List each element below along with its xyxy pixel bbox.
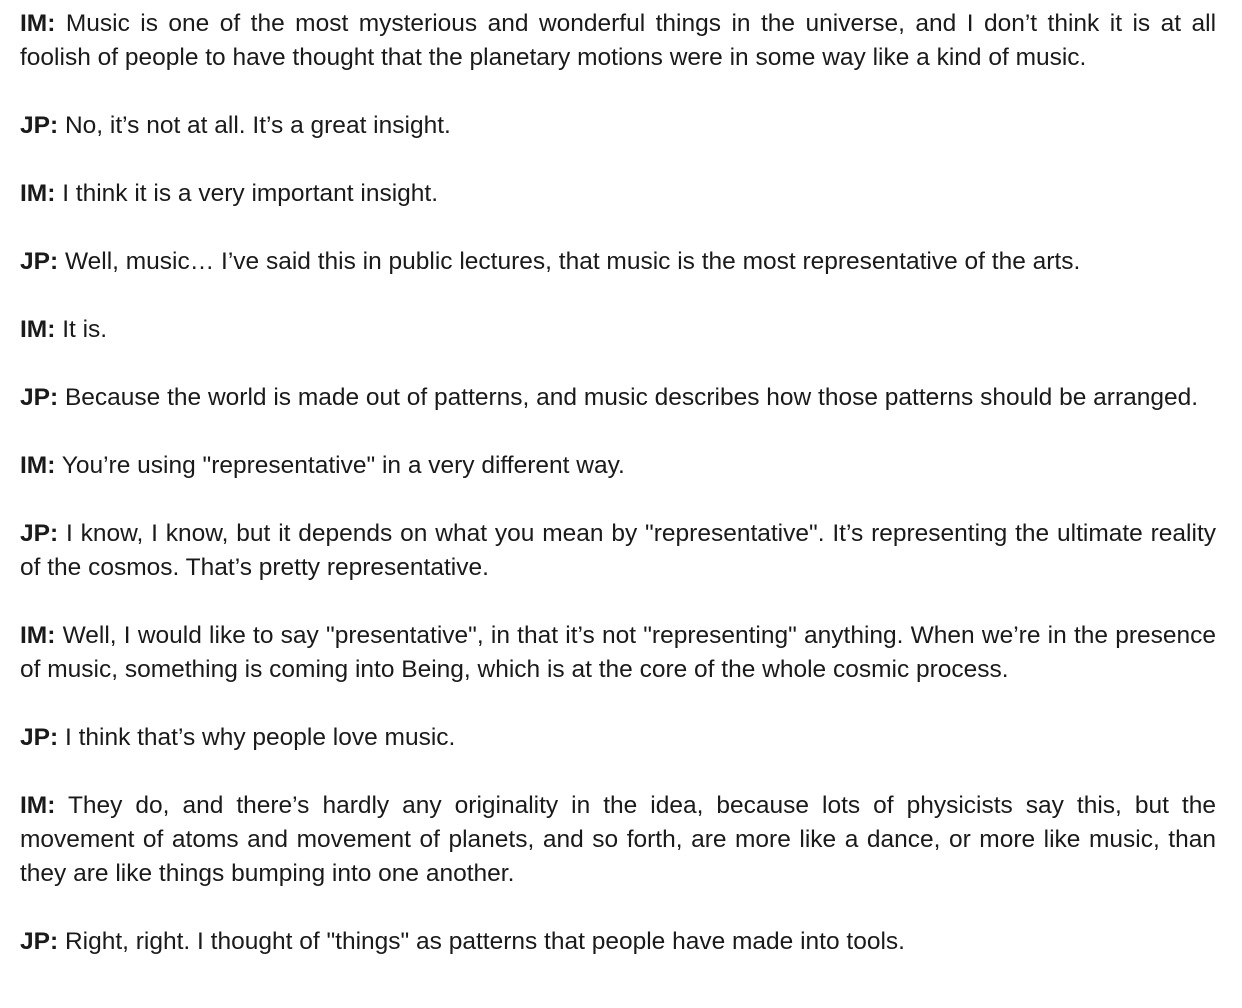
exchange-5: [20, 313, 1216, 347]
exchange-11: [20, 789, 1216, 891]
utterance-text: No, it’s not at all. It’s a great insight.: [64, 112, 451, 139]
utterance-text: I think it is a very important insight.: [62, 180, 439, 207]
speaker-label: IM:: [20, 622, 56, 649]
speaker-label: JP:: [20, 248, 59, 275]
utterance-text: They do, and there’s hardly any originality in the idea, because lots of physicists say this, but the movement of atoms and movement of planets, and so forth, are more like a dance, or more like music, than they are like things bumping into one another.: [20, 792, 1216, 887]
exchange-1: [20, 7, 1216, 75]
exchange-8: [20, 517, 1216, 585]
speaker-label: JP:: [20, 520, 59, 547]
speaker-label: JP:: [20, 724, 59, 751]
exchange-3: [20, 177, 1216, 211]
exchange-9: [20, 619, 1216, 687]
utterance-text: Music is one of the most mysterious and wonderful things in the universe, and I don’t think it is at all foolish of people to have thought that the planetary motions were in some way like a kind of music.: [20, 10, 1217, 71]
utterance-text: It is.: [62, 316, 108, 343]
utterance-text: Well, music… I’ve said this in public lectures, that music is the most representative of the arts.: [64, 248, 1081, 275]
speaker-label: IM:: [20, 316, 56, 343]
exchange-10: [20, 721, 1216, 755]
utterance-text: Right, right. I thought of "things" as patterns that people have made into tools.: [64, 928, 905, 955]
exchange-12: [20, 925, 1216, 959]
utterance-text: I think that’s why people love music.: [64, 724, 456, 751]
speaker-label: IM:: [20, 180, 56, 207]
speaker-label: JP:: [20, 928, 59, 955]
exchange-2: [20, 109, 1216, 143]
speaker-label: IM:: [20, 452, 56, 479]
exchange-6: [20, 381, 1216, 415]
utterance-text: I know, I know, but it depends on what you mean by "representative". It’s representing the ultimate reality of the cosmos. That’s pretty representative.: [20, 520, 1217, 581]
utterance-text: You’re using "representative" in a very different way.: [61, 452, 625, 479]
exchange-7: [20, 449, 1216, 483]
speaker-label: IM:: [20, 792, 56, 819]
speaker-label: IM:: [20, 10, 56, 37]
utterance-text: Because the world is made out of patterns, and music describes how those patterns should be arranged.: [64, 384, 1199, 411]
speaker-label: JP:: [20, 112, 59, 139]
speaker-label: JP:: [20, 384, 59, 411]
exchange-4: [20, 245, 1216, 279]
utterance-text: Well, I would like to say "presentative", in that it’s not "representing" anything. When we’re in the presence of music, something is coming into Being, which is at the core of the whole cosmic process.: [20, 622, 1216, 683]
